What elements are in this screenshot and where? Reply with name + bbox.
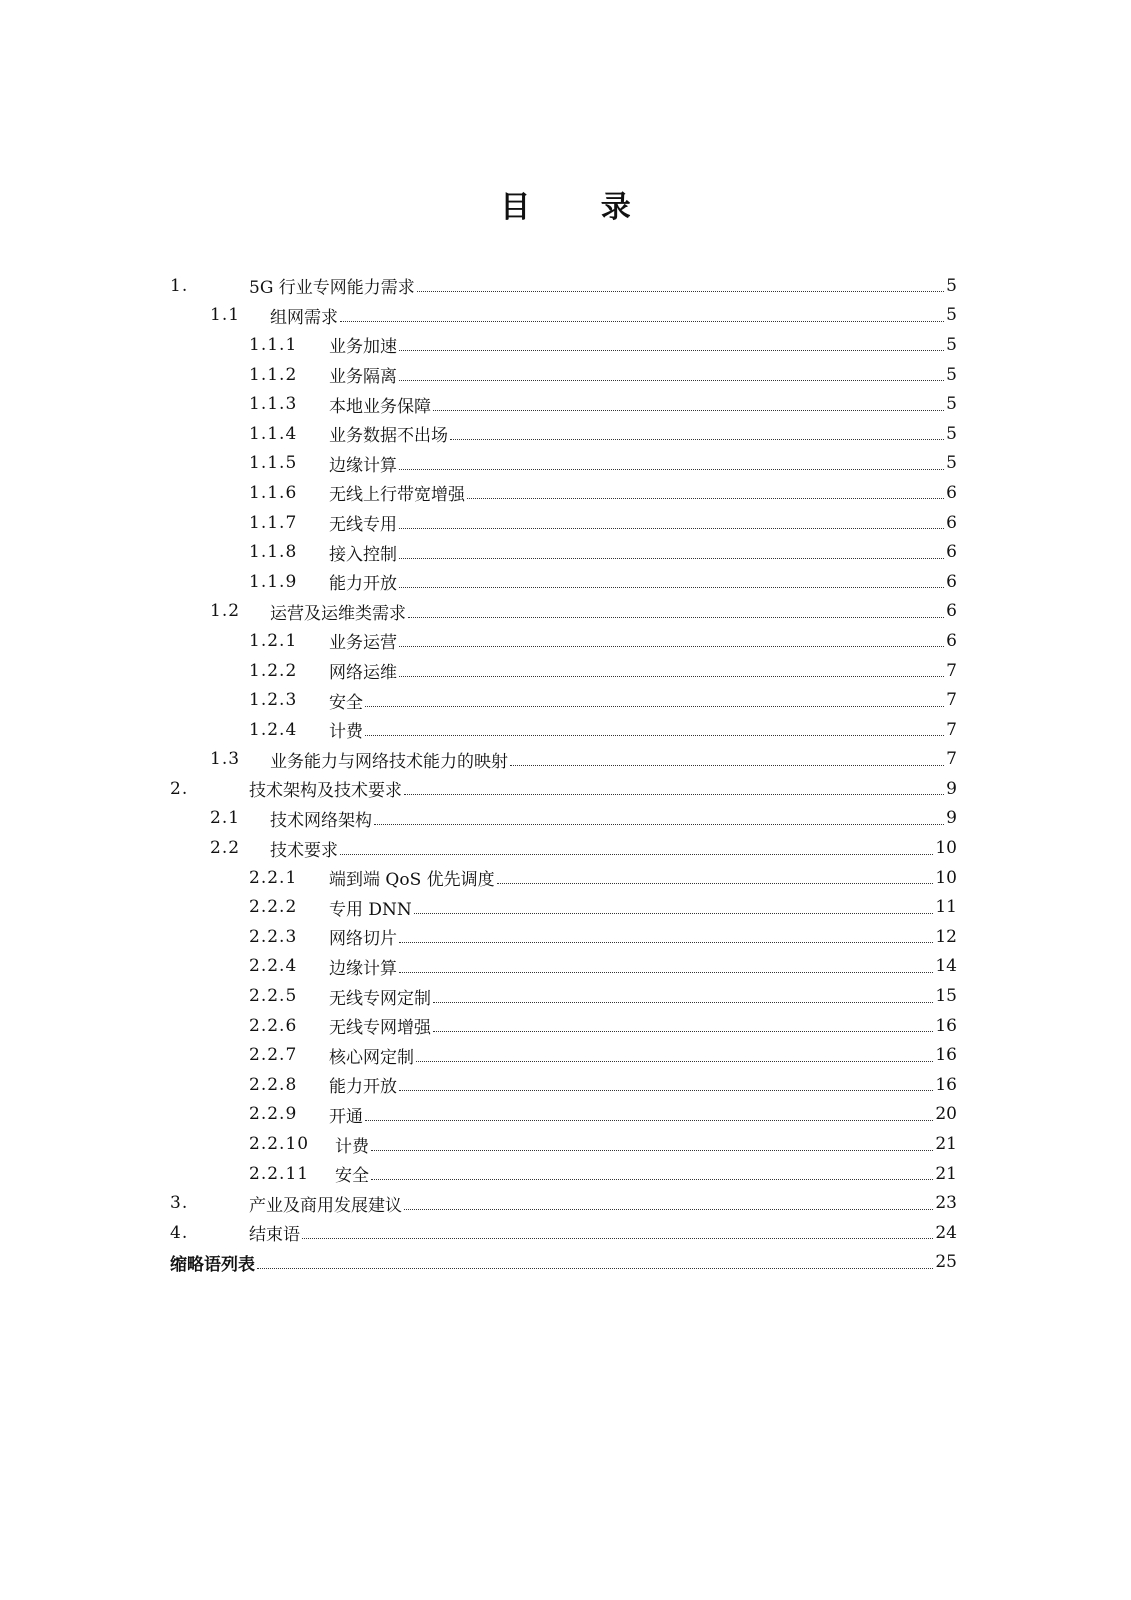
toc-entry[interactable] <box>170 301 957 331</box>
toc-entry[interactable] <box>170 1248 957 1278</box>
toc-entry[interactable] <box>170 478 957 508</box>
toc-dot-leader <box>399 1088 933 1091</box>
toc-entry-page: 5 <box>946 394 957 415</box>
toc-entry-page: 5 <box>946 453 957 474</box>
toc-entry-page: 7 <box>946 719 957 740</box>
toc-entry-title: 运营及运维类需求 <box>270 603 406 624</box>
toc-entry-page: 11 <box>935 897 957 918</box>
toc-entry-number: 1.2.3 <box>249 690 298 711</box>
toc-entry-title: 边缘计算 <box>329 958 397 979</box>
toc-entry-page: 25 <box>935 1252 957 1273</box>
toc-entry-number: 2.2.9 <box>249 1104 298 1125</box>
toc-entry-number: 2.2 <box>210 838 241 859</box>
toc-entry-title: 业务运营 <box>329 633 397 654</box>
toc-entry-title: 产业及商用发展建议 <box>249 1195 402 1216</box>
toc-entry[interactable] <box>170 774 957 804</box>
toc-entry-title: 5G 行业专网能力需求 <box>249 278 415 299</box>
toc-entry-title: 无线专网定制 <box>329 988 431 1009</box>
toc-dot-leader <box>433 408 944 411</box>
toc-entry[interactable] <box>170 1100 957 1130</box>
toc-dot-leader <box>399 970 933 973</box>
toc-entry[interactable] <box>170 508 957 538</box>
toc-entry-page: 6 <box>946 571 957 592</box>
toc-title: 目 录 <box>500 190 661 225</box>
toc-entry-number: 2.2.8 <box>249 1074 298 1095</box>
toc-entry-page: 9 <box>946 808 957 829</box>
toc-dot-leader <box>399 940 933 943</box>
toc-entry[interactable] <box>170 1159 957 1189</box>
toc-entry-page: 5 <box>946 305 957 326</box>
toc-dot-leader <box>433 1000 933 1003</box>
toc-dot-leader <box>399 644 944 647</box>
toc-entry-page: 9 <box>946 778 957 799</box>
toc-entry[interactable] <box>170 360 957 390</box>
toc-entry[interactable] <box>170 685 957 715</box>
toc-entry-title: 业务数据不出场 <box>329 426 448 447</box>
toc-entry[interactable] <box>170 952 957 982</box>
toc-dot-leader <box>408 615 944 618</box>
toc-entry-title: 业务加速 <box>329 337 397 358</box>
toc-entry[interactable] <box>170 1040 957 1070</box>
toc-entry-page: 16 <box>935 1074 957 1095</box>
toc-entry-page: 24 <box>935 1222 957 1243</box>
toc-entry-page: 6 <box>946 630 957 651</box>
toc-entry[interactable] <box>170 981 957 1011</box>
toc-entry[interactable] <box>170 804 957 834</box>
toc-dot-leader <box>416 1059 933 1062</box>
toc-entry[interactable] <box>170 1218 957 1248</box>
toc-entry-number: 1.2.1 <box>249 630 298 651</box>
toc-entry-page: 21 <box>935 1163 957 1184</box>
toc-entry-page: 5 <box>946 334 957 355</box>
toc-entry-number: 1.2 <box>210 601 241 622</box>
toc-dot-leader <box>340 319 944 322</box>
toc-entry-page: 15 <box>935 986 957 1007</box>
toc-entry[interactable] <box>170 1070 957 1100</box>
toc-dot-leader <box>414 911 934 914</box>
toc-entry-number: 2.2.3 <box>249 926 298 947</box>
toc-entry-page: 21 <box>935 1134 957 1155</box>
toc-dot-leader <box>365 704 944 707</box>
toc-entry-number: 1.2.4 <box>249 719 298 740</box>
toc-entry-title: 技术要求 <box>270 840 338 861</box>
toc-entry-page: 6 <box>946 482 957 503</box>
toc-entry-title: 本地业务保障 <box>329 396 431 417</box>
toc-entry-title: 组网需求 <box>270 307 338 328</box>
toc-dot-leader <box>399 467 944 470</box>
toc-entry-title: 开通 <box>329 1106 363 1127</box>
toc-entry-number: 1. <box>170 275 189 296</box>
toc-dot-leader <box>374 822 944 825</box>
toc-entry-number: 2.2.1 <box>249 867 298 888</box>
toc-dot-leader <box>340 852 933 855</box>
toc-entry[interactable] <box>170 715 957 745</box>
toc-entry-number: 1.1.7 <box>249 512 298 533</box>
toc-entry-title: 安全 <box>329 692 363 713</box>
table-of-contents <box>170 271 957 1277</box>
toc-entry-page: 5 <box>946 275 957 296</box>
toc-entry[interactable] <box>170 1188 957 1218</box>
toc-entry-title: 核心网定制 <box>329 1047 414 1068</box>
toc-entry[interactable] <box>170 597 957 627</box>
toc-entry-title: 缩略语列表 <box>170 1254 255 1275</box>
toc-entry-number: 2.2.5 <box>249 986 298 1007</box>
toc-entry-title: 安全 <box>335 1166 369 1187</box>
toc-entry-number: 1.1.8 <box>249 542 298 563</box>
toc-entry-page: 6 <box>946 512 957 533</box>
toc-entry-page: 16 <box>935 1015 957 1036</box>
toc-entry[interactable] <box>170 567 957 597</box>
toc-entry-title: 专用 DNN <box>329 899 412 920</box>
toc-entry-number: 2.2.7 <box>249 1045 298 1066</box>
toc-dot-leader <box>497 881 934 884</box>
toc-entry-number: 2.2.10 <box>249 1134 310 1155</box>
toc-entry-number: 1.1.3 <box>249 394 298 415</box>
toc-entry[interactable] <box>170 863 957 893</box>
toc-entry-page: 6 <box>946 542 957 563</box>
toc-entry[interactable] <box>170 1129 957 1159</box>
toc-entry-title: 端到端 QoS 优先调度 <box>329 870 495 891</box>
toc-dot-leader <box>365 733 944 736</box>
toc-entry-number: 3. <box>170 1193 189 1214</box>
toc-dot-leader <box>399 378 944 381</box>
toc-entry-title: 结束语 <box>249 1225 300 1246</box>
toc-entry[interactable] <box>170 449 957 479</box>
toc-entry[interactable] <box>170 833 957 863</box>
toc-entry-number: 2.2.4 <box>249 956 298 977</box>
toc-dot-leader <box>467 496 944 499</box>
toc-entry-title: 无线专用 <box>329 515 397 536</box>
toc-entry-title: 计费 <box>329 722 363 743</box>
toc-entry-page: 7 <box>946 690 957 711</box>
toc-entry-page: 14 <box>935 956 957 977</box>
toc-entry[interactable] <box>170 1011 957 1041</box>
toc-entry-page: 12 <box>935 926 957 947</box>
toc-entry-title: 边缘计算 <box>329 455 397 476</box>
toc-dot-leader <box>417 289 944 292</box>
toc-entry-title: 业务隔离 <box>329 367 397 388</box>
toc-entry[interactable] <box>170 330 957 360</box>
toc-dot-leader <box>257 1266 933 1269</box>
toc-entry-number: 2. <box>170 778 189 799</box>
toc-entry-page: 5 <box>946 423 957 444</box>
toc-dot-leader <box>399 674 944 677</box>
toc-entry-title: 能力开放 <box>329 574 397 595</box>
toc-dot-leader <box>399 585 944 588</box>
toc-entry[interactable] <box>170 745 957 775</box>
toc-entry-number: 1.1.4 <box>249 423 298 444</box>
toc-entry-page: 6 <box>946 601 957 622</box>
toc-entry-number: 1.1.5 <box>249 453 298 474</box>
toc-entry[interactable] <box>170 537 957 567</box>
toc-dot-leader <box>371 1177 933 1180</box>
toc-entry-page: 16 <box>935 1045 957 1066</box>
toc-dot-leader <box>399 556 944 559</box>
toc-entry[interactable] <box>170 626 957 656</box>
toc-entry[interactable] <box>170 389 957 419</box>
toc-entry-title: 技术网络架构 <box>270 810 372 831</box>
toc-dot-leader <box>510 763 944 766</box>
toc-entry-number: 2.2.2 <box>249 897 298 918</box>
toc-dot-leader <box>404 1207 933 1210</box>
toc-entry-number: 1.1.2 <box>249 364 298 385</box>
toc-entry-title: 计费 <box>335 1136 369 1157</box>
toc-entry-page: 20 <box>935 1104 957 1125</box>
toc-entry-page: 10 <box>935 867 957 888</box>
toc-dot-leader <box>433 1029 933 1032</box>
toc-entry-number: 1.1.1 <box>249 334 298 355</box>
toc-dot-leader <box>399 348 944 351</box>
toc-entry-number: 1.3 <box>210 749 241 770</box>
toc-entry-title: 业务能力与网络技术能力的映射 <box>270 751 508 772</box>
toc-entry-page: 10 <box>935 838 957 859</box>
toc-entry-page: 7 <box>946 660 957 681</box>
toc-entry-title: 网络切片 <box>329 929 397 950</box>
toc-entry[interactable] <box>170 419 957 449</box>
toc-dot-leader <box>450 437 944 440</box>
toc-entry-number: 1.2.2 <box>249 660 298 681</box>
toc-entry-page: 7 <box>946 749 957 770</box>
toc-entry[interactable] <box>170 656 957 686</box>
toc-entry[interactable] <box>170 892 957 922</box>
toc-entry-title: 网络运维 <box>329 663 397 684</box>
toc-entry-page: 5 <box>946 364 957 385</box>
toc-entry-number: 1.1.9 <box>249 571 298 592</box>
toc-dot-leader <box>404 792 944 795</box>
toc-dot-leader <box>365 1118 933 1121</box>
toc-entry-title: 技术架构及技术要求 <box>249 781 402 802</box>
toc-entry-number: 2.2.11 <box>249 1163 310 1184</box>
toc-entry-number: 1.1.6 <box>249 482 298 503</box>
toc-dot-leader <box>399 526 944 529</box>
toc-entry-number: 2.2.6 <box>249 1015 298 1036</box>
toc-entry[interactable] <box>170 922 957 952</box>
toc-entry-title: 接入控制 <box>329 544 397 565</box>
toc-entry-title: 能力开放 <box>329 1077 397 1098</box>
toc-entry-number: 2.1 <box>210 808 241 829</box>
toc-dot-leader <box>371 1148 933 1151</box>
toc-entry-page: 23 <box>935 1193 957 1214</box>
toc-entry-number: 4. <box>170 1222 189 1243</box>
toc-dot-leader <box>302 1236 933 1239</box>
toc-entry-title: 无线上行带宽增强 <box>329 485 465 506</box>
toc-entry-number: 1.1 <box>210 305 241 326</box>
toc-entry-title: 无线专网增强 <box>329 1018 431 1039</box>
toc-entry[interactable] <box>170 271 957 301</box>
